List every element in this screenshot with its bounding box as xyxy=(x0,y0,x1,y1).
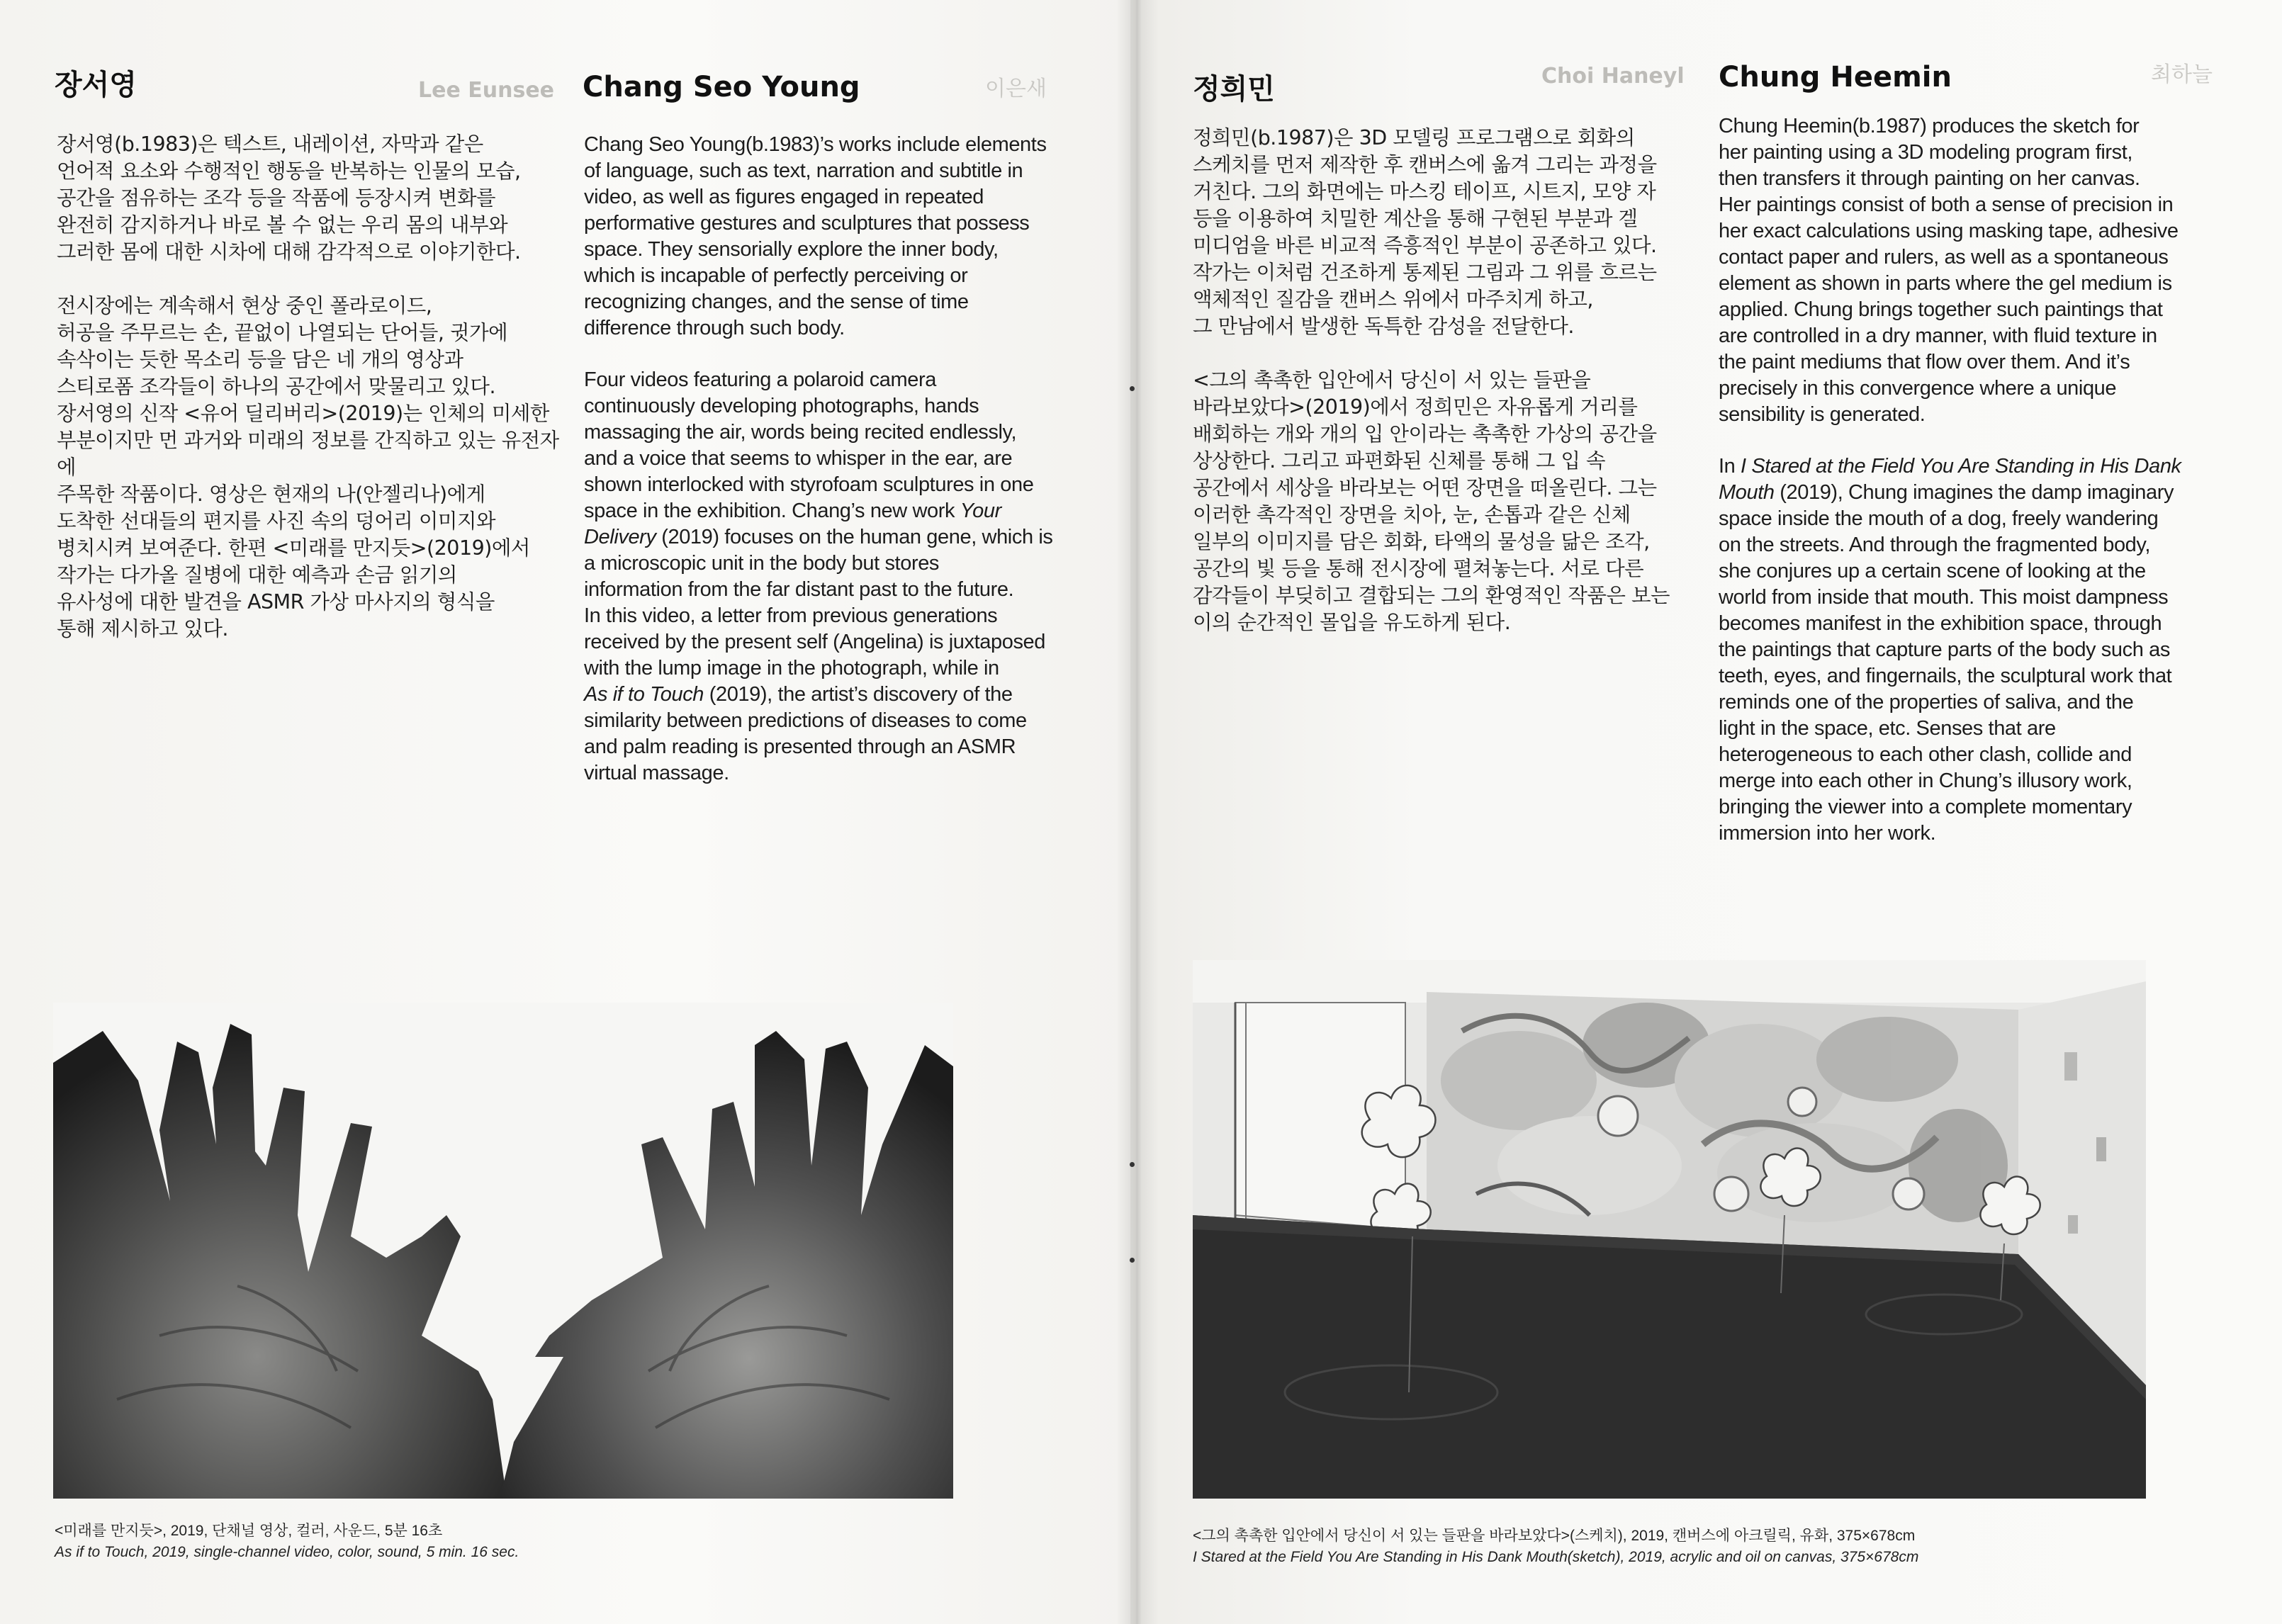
korean-paragraph: 전시장에는 계속해서 현상 중인 폴라로이드, 허공을 주무르는 손, 끝없이 나열되는 단어들, 귓가에 속삭이는 듯한 목소리 등을 담은 네 개의 영상과 스티로폼 조각들이 하나의 공간에서 맞물리고 있다. 장서영의 신작 <유어 딜리버리>(2019)는 인체의 미세한 부분이지만 먼 과거와 미래의 정보를 간직하고 있는 유전자에 주목한 작품이다. 영상은 현재의 나(안젤리나)에게 도착한 선대들의 편지를 사진 속의 덩어리 이미지와 병치시켜 보여준다. 한편 <미래를 만지듯>(2019)에서 작가는 다가올 질병에 대한 예측과 손금 읽기의 유사성에 대한 발견을 ASMR 가상 마사지의 형식을 통해 제시하고 있다. xyxy=(57,294,559,641)
artwork-caption xyxy=(1193,1526,1918,1568)
caption-korean: <그의 촉촉한 입안에서 당신이 서 있는 들판을 바라보았다>(스케치), 2019, 캔버스에 아크릴릭, 유화, 375×678cm xyxy=(1193,1528,1916,1544)
korean-paragraph: 장서영(b.1983)은 텍스트, 내레이션, 자막과 같은 언어적 요소와 수행적인 행동을 반복하는 인물의 모습, 공간을 점유하는 조각 등을 작품에 등장시켜 변화를 완전히 감지하거나 바로 볼 수 없는 우리 몸의 내부와 그러한 몸에 대한 시차에 대해 감각적으로 이야기한다. xyxy=(57,132,521,264)
artwork-photo-sketch xyxy=(1193,960,2146,1499)
english-paragraph: Four videos featuring a polaroid camera continuously developing photographs, hands massaging the air, words being recited endlessly, and a voice that seems to whisper in the ear, are shown interlocked with styrofoam sculptures in one space in the exhibition. Chang’s new work Your Delivery (2019) focuses on the human gene, which is a microscopic unit in the body but stores information from the far distant past to the future. In this video, a letter from previous generations received by the present self (Angelina) is juxtaposed with the lump image in the photograph, while in As if to Touch (2019), the artist’s discovery of the similarity between predictions of diseases to come and palm reading is presented through an ASMR virtual massage. xyxy=(584,368,1053,784)
english-paragraph: Chung Heemin(b.1987) produces the sketch for her painting using a 3D modeling program first, then transfers it through painting on her canvas. Her paintings consist of both a sense of precision in her exact calculations using masking tape, adhesive contact paper and rulers, as well as a spontaneous element as shown in parts where the gel medium is applied. Chung brings together such paintings that are controlled in a dry manner, with fluid texture in the paint mediums that flow over them. And it’s precisely in this convergence where a unique sensibility is generated. xyxy=(1719,115,2179,426)
binding-mark xyxy=(1130,1162,1135,1167)
korean-text-column xyxy=(1193,125,1682,663)
english-text-column xyxy=(584,132,1094,812)
korean-text-column xyxy=(57,131,567,670)
work-title: Your Delivery xyxy=(584,500,1001,548)
caption-english: I Stared at the Field You Are Standing in His Dank Mouth(sketch), 2019, acrylic and oil on canvas, 375×678cm xyxy=(1193,1549,1919,1565)
show-through-text: Lee Eunsee xyxy=(418,78,555,103)
english-paragraph: Chang Seo Young(b.1983)’s works include elements of language, such as text, narration and subtitle in video, as well as figures engaged in repeated performative gestures and sculptures that possess space. They sensorially explore the inner body, which is incapable of perfectly perceiving or recognizing changes, and the sense of time difference through such body. xyxy=(584,133,1047,339)
work-title: As if to Touch xyxy=(584,683,704,706)
caption-english: As if to Touch, 2019, single-channel video, color, sound, 5 min. 16 sec. xyxy=(55,1544,519,1560)
english-paragraph: In I Stared at the Field You Are Standing in His Dank Mouth (2019), Chung imagines the damp imaginary space inside the mouth of a dog, freely wandering on the streets. And through the fragmented body, she conjures up a certain scene of looking at the world from inside that mouth. This moist dampness becomes manifest in the exhibition space, through the paintings that capture parts of the body such as teeth, eyes, and fingernails, the sculptural work that reminds one of the properties of saliva, and the light in the space, etc. Senses that are heterogeneous to each other clash, collide and merge into each other in Chung’s illusory work, bringing the viewer into a complete momentary immersion into her work. xyxy=(1719,455,2181,845)
artist-name-korean: 장서영 xyxy=(55,69,137,101)
binding-mark xyxy=(1130,1258,1135,1263)
artist-name-english: Chung Heemin xyxy=(1719,61,1952,94)
show-through-text: 최하늘 xyxy=(2151,62,2213,87)
artwork-caption xyxy=(55,1521,519,1563)
korean-paragraph: <그의 촉촉한 입안에서 당신이 서 있는 들판을 바라보았다>(2019)에서 정희민은 자유롭게 거리를 배회하는 개와 개의 입 안이라는 촉촉한 가상의 공간을 상상한다. 그리고 파편화된 신체를 통해 그 입 속 공간에서 세상을 바라보는 어떤 장면을 떠올린다. 그는 이러한 촉각적인 장면을 치아, 눈, 손톱과 같은 신체 일부의 이미지를 담은 회화, 타액의 물성을 닮은 조각, 공간의 빛 등을 통해 전시장에 펼쳐놓는다. 서로 다른 감각들이 부딪히고 결합되는 그의 환영적인 작품은 보는 이의 순간적인 몰입을 유도하게 된다. xyxy=(1193,368,1670,634)
show-through-text: Choi Haneyl xyxy=(1541,64,1685,89)
book-gutter xyxy=(1116,0,1159,1624)
caption-korean: <미래를 만지듯>, 2019, 단채널 영상, 컬러, 사운드, 5분 16초 xyxy=(55,1523,443,1539)
binding-mark xyxy=(1130,386,1135,391)
artist-name-english: Chang Seo Young xyxy=(583,71,860,103)
show-through-text: 이은새 xyxy=(985,77,1047,101)
english-text-column xyxy=(1719,113,2243,872)
work-title: I Stared at the Field You Are Standing in His Dank Mouth xyxy=(1719,455,2181,504)
artist-name-korean: 정희민 xyxy=(1193,73,1275,106)
korean-paragraph: 정희민(b.1987)은 3D 모델링 프로그램으로 회화의 스케치를 먼저 제작한 후 캔버스에 옮겨 그리는 과정을 거친다. 그의 화면에는 마스킹 테이프, 시트지, 모양 자 등을 이용하여 치밀한 계산을 통해 구현된 부분과 겔 미디엄을 바른 비교적 즉흥적인 부분이 공존하고 있다. 작가는 이처럼 건조하게 통제된 그림과 그 위를 흐르는 액체적인 질감을 캔버스 위에서 마주치게 하고, 그 만남에서 발생한 독특한 감성을 전달한다. xyxy=(1193,126,1657,338)
artwork-photo-hands xyxy=(53,1003,953,1499)
